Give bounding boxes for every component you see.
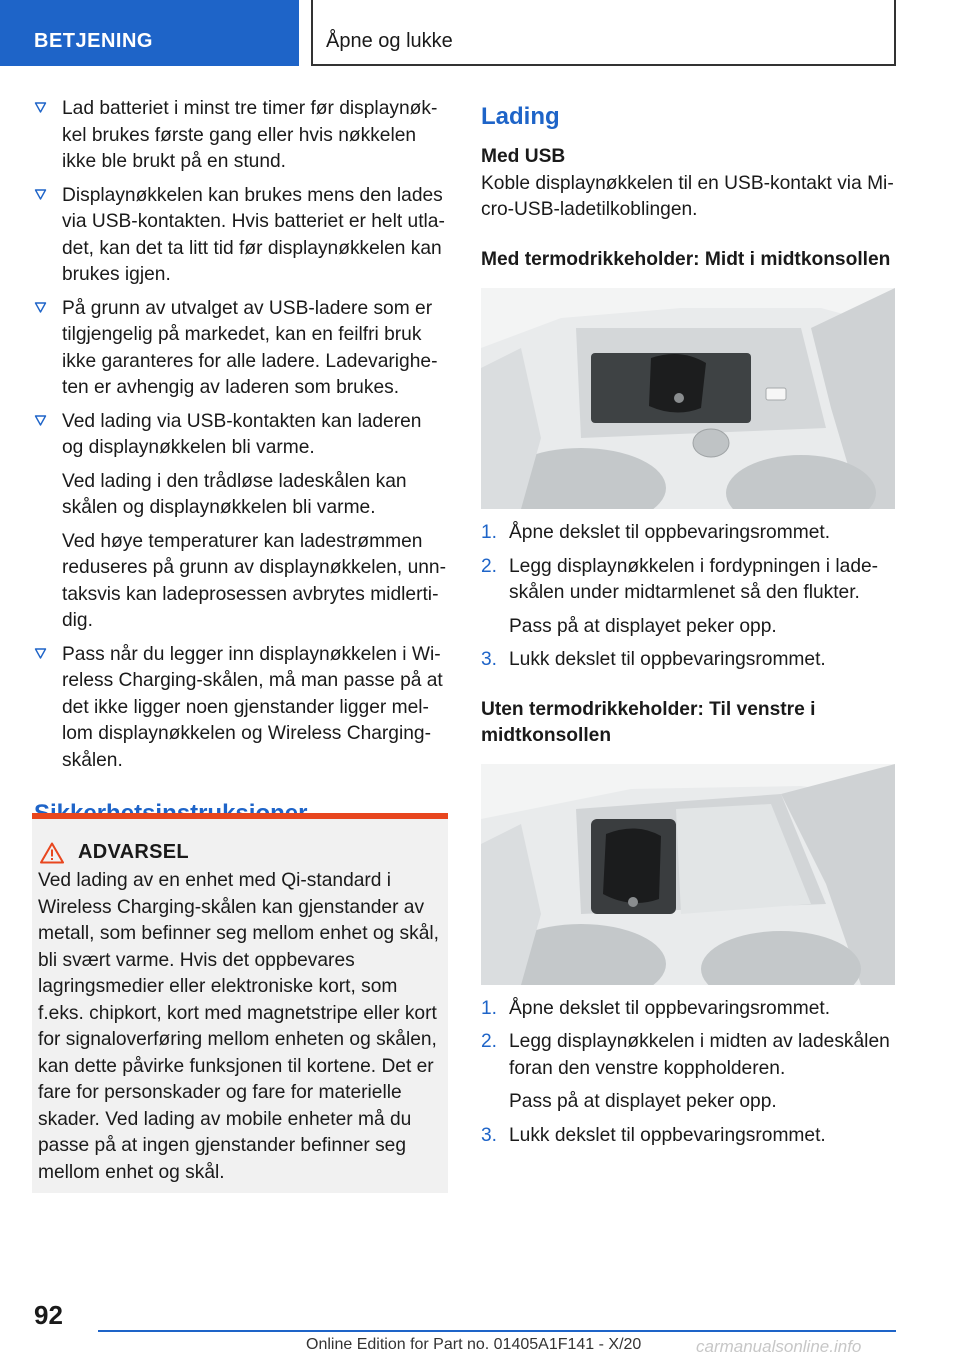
subsection-2-title: Uten termodrikkeholder: Til venstre i midtkonsollen [481,698,816,746]
page-header [0,0,960,66]
left-column [34,96,448,829]
section-tab: BETJENING [0,0,299,66]
step-item [481,647,895,674]
charging-heading: Lading [481,103,560,130]
bullet-triangle-icon [34,101,47,114]
bullet-triangle-icon [34,188,47,201]
bullet-text: Displaynøkkelen kan brukes mens den lades via USB-kontakten. Hvis batteriet er helt utladet, kan det ta litt tid før displaynøkkelen kan brukes igjen. [62,184,445,285]
step-text: Lukk dekslet til oppbevaringsrommet. [509,1124,826,1146]
step-text: Åpne dekslet til oppbevaringsrommet. [509,997,831,1019]
bullet-text: Lad batteriet i minst tre timer før displaynøkkel brukes første gang eller hvis nøkkelen ikke ble brukt på en stund. [62,98,438,172]
subsection-1-title: Med termodrikkeholder: Midt i midtkonsollen [481,248,891,270]
center-console-photo-2 [481,764,895,985]
step-number: 3. [481,649,498,670]
bullet-text: Ved høye temperaturer kan ladestrømmen reduseres på grunn av displaynøkkelen, unntaksvis kan ladeprosessen avbrytes midlertidig. [62,530,446,631]
warning-title: ADVARSEL [78,841,189,863]
usb-subheading: Med USB [481,146,566,167]
step-text: Pass på at displayet peker opp. [509,615,777,637]
bullet-triangle-icon [34,301,47,314]
bullet-item [34,409,448,635]
step-number: 1. [481,522,498,543]
bullet-triangle-icon [34,647,47,660]
step-item [481,996,895,1023]
bullet-text: Ved lading via USB-kontakten kan laderen og displaynøkkelen bli varme. [62,410,422,458]
warning-box [32,813,448,1193]
bullet-text: Pass når du legger inn displaynøkkelen i Wireless Charging-skålen, må man passe på at det ikke ligger noen gjenstander ligger mellom displaynøkkelen og Wireless Charging-skålen. [62,643,443,771]
step-number: 1. [481,997,498,1019]
usb-text: Koble displaynøkkelen til en USB-kontakt via Micro-USB-ladetilkoblingen. [481,172,894,220]
step-text: Åpne dekslet til oppbevaringsrommet. [509,522,831,543]
warning-text: Ved lading av en enhet med Qi-standard i Wireless Charging-skålen kan gjenstander av metall, som befinner seg mellom enhet og skål, bli svært varme. Hvis det oppbevares lagringsmedier eller elektroniske kort, som f.eks. chipkort, kort med magnetstripe eller kort for signaloverføring mellom enheten og skålen, kan dette påvirke funksjonen til kortene. Det er fare for personskader og fare for materielle skader. Ved lading av mobile enheter må du passe på at ingen gjenstander befinner seg mellom enhet og skål. [38,870,439,1183]
bullet-list [34,96,448,774]
watermark: carmanualsonline.info [696,1337,862,1356]
bullet-item [34,296,448,402]
chapter-title: Åpne og lukke [311,0,896,66]
step-item [481,1123,895,1150]
steps-list-1 [481,520,895,674]
center-console-photo-1 [481,288,895,509]
step-text: Lukk dekslet til oppbevaringsrommet. [509,649,826,670]
step-text: Legg displaynøkkelen i fordypningen i ladeskålen under midtarmlenet så den flukter. [509,555,879,603]
bullet-text: På grunn av utvalget av USB-ladere som er tilgjengelig på markedet, kan en feilfri bruk ikke garanteres for alle ladere. Ladevarigheten er avhengig av laderen som brukes. [62,297,438,398]
step-number: 3. [481,1124,498,1146]
step-text: Legg displaynøkkelen i midten av ladeskålen foran den venstre koppholderen. [509,1031,890,1079]
steps-list-2 [481,996,895,1150]
bullet-triangle-icon [34,414,47,427]
step-number: 2. [481,555,498,577]
edition-text: Online Edition for Part no. 01405A1F141 - X/20 [306,1336,642,1353]
step-item [481,1029,895,1116]
bullet-text: Ved lading i den trådløse ladeskålen kan skålen og displaynøkkelen bli varme. [62,470,407,518]
bullet-item [34,642,448,775]
right-column [481,96,895,1156]
bullet-item [34,183,448,289]
step-item [481,520,895,547]
page-number: 92 [34,1300,63,1330]
step-item [481,554,895,641]
step-number: 2. [481,1031,498,1052]
step-text: Pass på at displayet peker opp. [509,1091,777,1112]
footer-divider [98,1330,896,1332]
warning-title-row [40,841,442,864]
bullet-item [34,96,448,176]
warning-triangle-icon [40,842,64,864]
